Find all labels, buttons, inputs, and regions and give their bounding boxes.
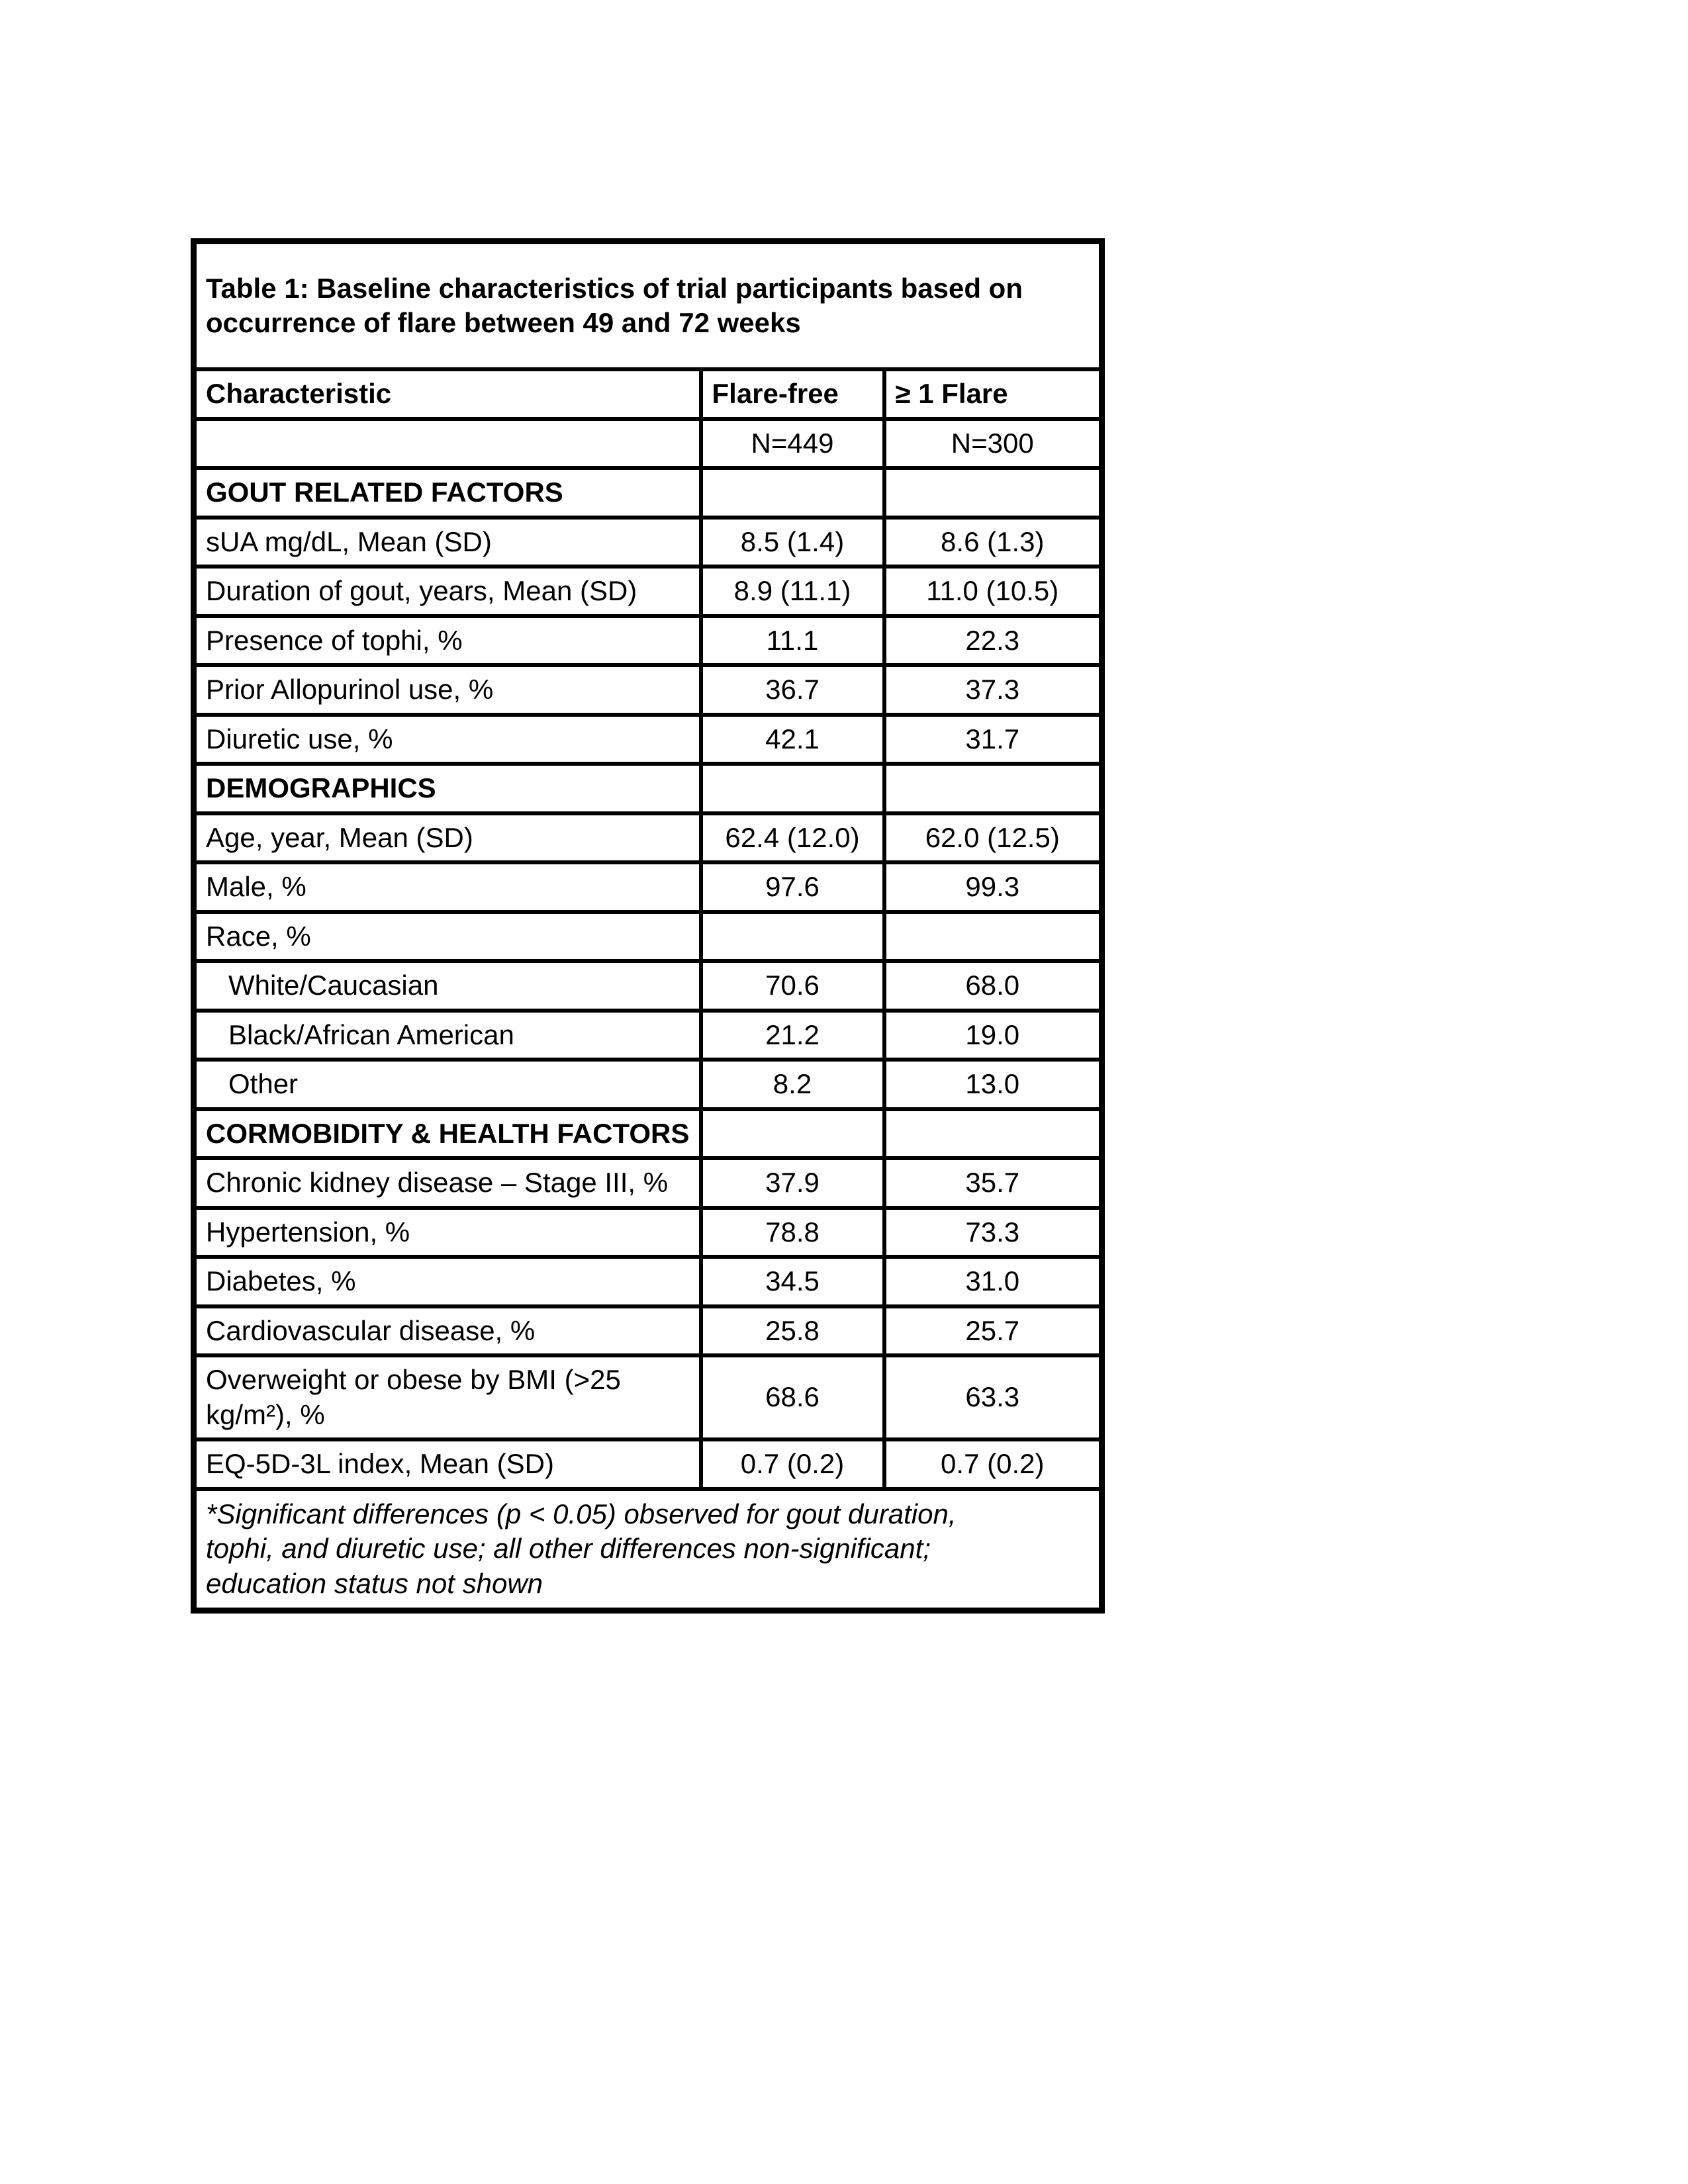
footnote-row — [194, 1489, 1102, 1611]
row-label: Male, % — [194, 862, 701, 912]
flare-free-value: 34.5 — [701, 1257, 884, 1306]
row-label: Cardiovascular disease, % — [194, 1306, 701, 1356]
table-row — [194, 518, 1102, 567]
row-label: DEMOGRAPHICS — [194, 764, 701, 813]
table-row — [194, 862, 1102, 912]
one-flare-value: 11.0 (10.5) — [884, 567, 1102, 616]
flare-free-value — [701, 1109, 884, 1159]
column-header-one-flare: ≥ 1 Flare — [884, 369, 1102, 419]
one-flare-value: 68.0 — [884, 961, 1102, 1011]
table-row — [194, 616, 1102, 666]
one-flare-value: 31.7 — [884, 715, 1102, 764]
one-flare-value — [884, 912, 1102, 962]
flare-free-value: 8.2 — [701, 1060, 884, 1109]
flare-free-value: 42.1 — [701, 715, 884, 764]
section-header-row — [194, 1109, 1102, 1159]
table-row — [194, 1355, 1102, 1439]
table-row — [194, 1011, 1102, 1060]
table-row — [194, 715, 1102, 764]
one-flare-value — [884, 764, 1102, 813]
footnote-line-2: tophi, and diuretic use; all other differences non-significant; — [206, 1533, 931, 1565]
footnote-line-1: *Significant differences (p < 0.05) observed for gout duration, — [206, 1498, 957, 1529]
sample-size-row — [194, 419, 1102, 469]
one-flare-value — [884, 468, 1102, 518]
sample-size-empty-cell — [194, 419, 701, 469]
row-label: Chronic kidney disease – Stage III, % — [194, 1158, 701, 1208]
one-flare-value: 25.7 — [884, 1306, 1102, 1356]
row-label: Black/African American — [194, 1011, 701, 1060]
row-label: Diabetes, % — [194, 1257, 701, 1306]
table-row — [194, 961, 1102, 1011]
row-label: sUA mg/dL, Mean (SD) — [194, 518, 701, 567]
table-row — [194, 1158, 1102, 1208]
row-label: Prior Allopurinol use, % — [194, 665, 701, 715]
flare-free-value: 11.1 — [701, 616, 884, 666]
one-flare-value: 8.6 (1.3) — [884, 518, 1102, 567]
row-label: Other — [194, 1060, 701, 1109]
flare-free-value: 97.6 — [701, 862, 884, 912]
flare-free-value: 0.7 (0.2) — [701, 1439, 884, 1489]
flare-free-value: 37.9 — [701, 1158, 884, 1208]
baseline-characteristics-table — [191, 238, 1105, 1614]
footnote-line-3: education status not shown — [206, 1567, 543, 1599]
flare-free-value: 36.7 — [701, 665, 884, 715]
flare-free-value: 62.4 (12.0) — [701, 813, 884, 863]
flare-free-sample-size: N=449 — [701, 419, 884, 469]
row-label: Race, % — [194, 912, 701, 962]
flare-free-value: 21.2 — [701, 1011, 884, 1060]
one-flare-value: 31.0 — [884, 1257, 1102, 1306]
flare-free-value: 25.8 — [701, 1306, 884, 1356]
section-header-row — [194, 764, 1102, 813]
one-flare-value: 19.0 — [884, 1011, 1102, 1060]
row-label: Age, year, Mean (SD) — [194, 813, 701, 863]
flare-free-value: 70.6 — [701, 961, 884, 1011]
row-label: Diuretic use, % — [194, 715, 701, 764]
one-flare-value: 35.7 — [884, 1158, 1102, 1208]
row-label: White/Caucasian — [194, 961, 701, 1011]
row-label: Duration of gout, years, Mean (SD) — [194, 567, 701, 616]
flare-free-value — [701, 468, 884, 518]
one-flare-value: 37.3 — [884, 665, 1102, 715]
row-label: CORMOBIDITY & HEALTH FACTORS — [194, 1109, 701, 1159]
table-title-row — [194, 242, 1102, 370]
one-flare-value: 0.7 (0.2) — [884, 1439, 1102, 1489]
flare-free-value: 8.9 (11.1) — [701, 567, 884, 616]
one-flare-value: 99.3 — [884, 862, 1102, 912]
flare-free-value: 78.8 — [701, 1208, 884, 1257]
table-title — [194, 242, 1102, 370]
flare-free-value — [701, 764, 884, 813]
table-row — [194, 1306, 1102, 1356]
column-header-flare-free: Flare-free — [701, 369, 884, 419]
row-label: Overweight or obese by BMI (>25 kg/m²), % — [194, 1355, 701, 1439]
flare-free-value — [701, 912, 884, 962]
section-header-row — [194, 468, 1102, 518]
table-row — [194, 1060, 1102, 1109]
column-header-row — [194, 369, 1102, 419]
one-flare-value — [884, 1109, 1102, 1159]
one-flare-value: 62.0 (12.5) — [884, 813, 1102, 863]
table-title-line-1: Table 1: Baseline characteristics of trial participants based on — [206, 272, 1023, 304]
row-label: Presence of tophi, % — [194, 616, 701, 666]
column-header-characteristic: Characteristic — [194, 369, 701, 419]
one-flare-value: 73.3 — [884, 1208, 1102, 1257]
table-row — [194, 912, 1102, 962]
one-flare-value: 22.3 — [884, 616, 1102, 666]
flare-free-value: 68.6 — [701, 1355, 884, 1439]
table-row — [194, 813, 1102, 863]
flare-free-value: 8.5 (1.4) — [701, 518, 884, 567]
row-label: GOUT RELATED FACTORS — [194, 468, 701, 518]
table-row — [194, 665, 1102, 715]
one-flare-sample-size: N=300 — [884, 419, 1102, 469]
table-row — [194, 1439, 1102, 1489]
table-row — [194, 567, 1102, 616]
table-footnote — [194, 1489, 1102, 1611]
row-label: Hypertension, % — [194, 1208, 701, 1257]
table-row — [194, 1208, 1102, 1257]
characteristics-table-body — [194, 468, 1102, 1489]
table-title-line-2: occurrence of flare between 49 and 72 weeks — [206, 307, 801, 338]
one-flare-value: 63.3 — [884, 1355, 1102, 1439]
one-flare-value: 13.0 — [884, 1060, 1102, 1109]
row-label: EQ-5D-3L index, Mean (SD) — [194, 1439, 701, 1489]
table-row — [194, 1257, 1102, 1306]
